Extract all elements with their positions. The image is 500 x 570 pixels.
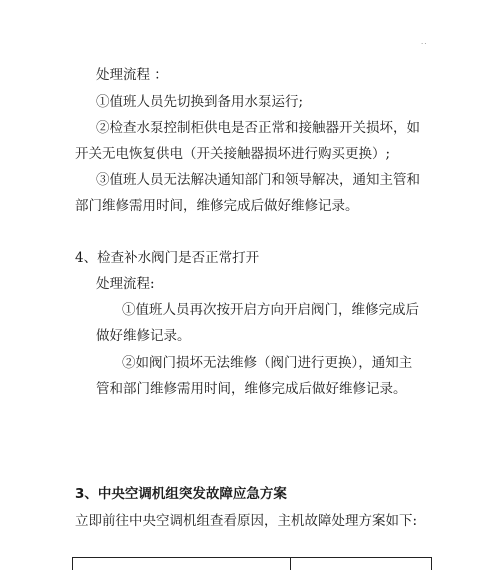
table-column-divider	[290, 558, 291, 570]
pump-step-1: ①值班人员先切换到备用水泵运行;	[96, 94, 304, 110]
pump-step-2-line-1: ②检查水泵控制柜供电是否正常和接触器开关损坏，如	[96, 120, 420, 136]
valve-step-1-line-2: 做好维修记录。	[96, 328, 191, 344]
valve-step-1-line-1: ①值班人员再次按开启方向开启阀门，维修完成后	[122, 302, 419, 318]
pump-step-3-line-1: ③值班人员无法解决通知部门和领导解决，通知主管和	[96, 172, 420, 188]
pump-step-3-line-2: 部门维修需用时间，维修完成后做好维修记录。	[75, 198, 359, 214]
table-column-divider	[431, 558, 432, 570]
corner-mark: ..	[421, 38, 428, 46]
valve-step-2-line-1: ②如阀门损坏无法维修（阀门进行更换），通知主	[122, 355, 413, 371]
valve-step-2-line-2: 管和部门维修需用时间，维修完成后做好维修记录。	[96, 381, 407, 397]
table-column-divider	[72, 558, 73, 570]
valve-process-label: 处理流程:	[96, 276, 155, 292]
ac-section-intro: 立即前往中央空调机组查看原因，主机故障处理方案如下:	[75, 513, 418, 529]
pump-step-2-line-2: 开关无电恢复供电（开关接触器损坏进行购买更换）;	[75, 146, 391, 162]
valve-section-title: 4、检查补水阀门是否正常打开	[75, 250, 260, 266]
table-top-edge	[72, 557, 432, 570]
ac-section-title: 3、中央空调机组突发故障应急方案	[75, 486, 287, 502]
process-label: 处理流程 ：	[96, 67, 168, 83]
